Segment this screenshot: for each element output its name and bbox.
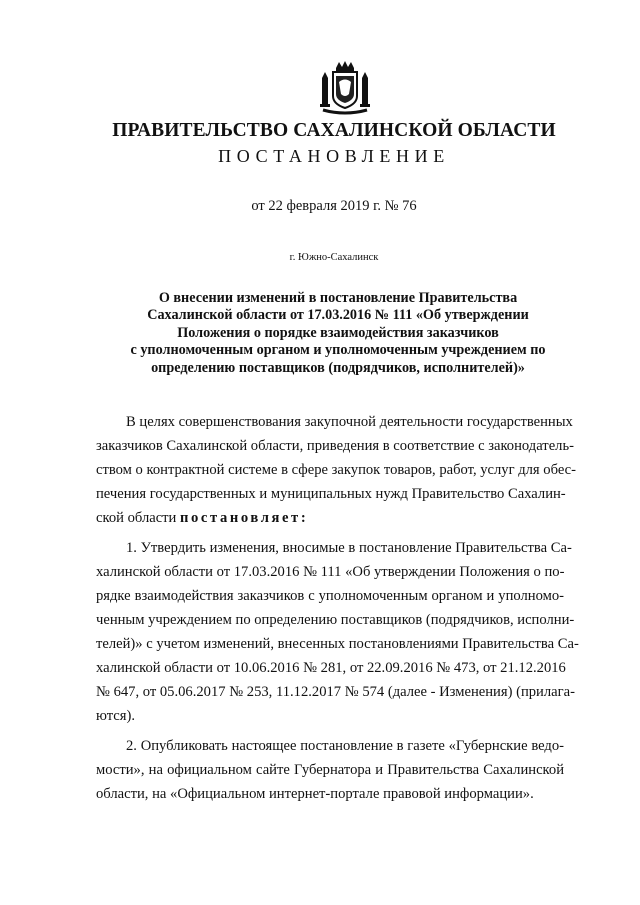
body-line: рядке взаимодействия заказчиков с уполномоченным органом и уполномо- <box>96 588 564 604</box>
heading-line: определению поставщиков (подрядчиков, исполнителей)» <box>151 359 525 376</box>
body-line: № 647, от 05.06.2017 № 253, 11.12.2017 № 574 (далее - Изменения) (прилага- <box>96 684 575 700</box>
preamble-paragraph <box>96 410 577 530</box>
heading-line: Положения о порядке взаимодействия заказчиков <box>177 324 499 341</box>
heading-line: Сахалинской области от 17.03.2016 № 111 «Об утверждении <box>147 307 529 324</box>
body-line: 1. Утвердить изменения, вносимые в постановление Правительства Са- <box>126 540 572 556</box>
heading-line: с уполномоченным органом и уполномоченным учреждением по <box>130 342 546 359</box>
body-line: заказчиков Сахалинской области, приведения в соответствие с законодатель- <box>96 438 574 454</box>
body-line: ются). <box>96 708 135 724</box>
government-title: ПРАВИТЕЛЬСТВО САХАЛИНСКОЙ ОБЛАСТИ <box>112 120 556 141</box>
preamble-prefix: ской области <box>96 510 177 526</box>
item-2-paragraph <box>96 734 564 806</box>
body-line: телей)» с учетом изменений, внесенных постановлениями Правительства Са- <box>96 636 579 652</box>
body-line: области, на «Официальном интернет-портале правовой информации». <box>96 786 534 802</box>
body-line <box>96 506 564 530</box>
heading-line: О внесении изменений в постановление Правительства <box>158 290 518 306</box>
document-city: г. Южно-Сахалинск <box>289 252 379 263</box>
body-line: печения государственных и муниципальных нужд Правительство Сахалин- <box>96 486 566 502</box>
document-body <box>96 410 579 806</box>
resolves-keyword: постановляет: <box>180 510 309 526</box>
body-line: мости», на официальном сайте Губернатора и Правительства Сахалинской <box>96 762 564 778</box>
coat-of-arms-icon <box>319 60 371 116</box>
item-1-paragraph <box>96 536 579 728</box>
body-line: халинской области от 17.03.2016 № 111 «Об утверждении Положения о по- <box>96 564 565 580</box>
body-line: ством о контрактной системе в сфере закупок товаров, работ, услуг для обес- <box>96 462 577 478</box>
body-line: халинской области от 10.06.2016 № 281, от 22.09.2016 № 473, от 21.12.2016 <box>96 660 566 676</box>
document-date-number: от 22 февраля 2019 г. № 76 <box>251 198 417 214</box>
body-line: В целях совершенствования закупочной деятельности государственных <box>126 414 573 430</box>
body-line: 2. Опубликовать настоящее постановление в газете «Губернские ведо- <box>126 738 564 754</box>
body-line: ченным учреждением по определению поставщиков (подрядчиков, исполни- <box>96 612 575 628</box>
document-kind: ПОСТАНОВЛЕНИЕ <box>218 146 450 166</box>
document-heading <box>110 290 566 377</box>
